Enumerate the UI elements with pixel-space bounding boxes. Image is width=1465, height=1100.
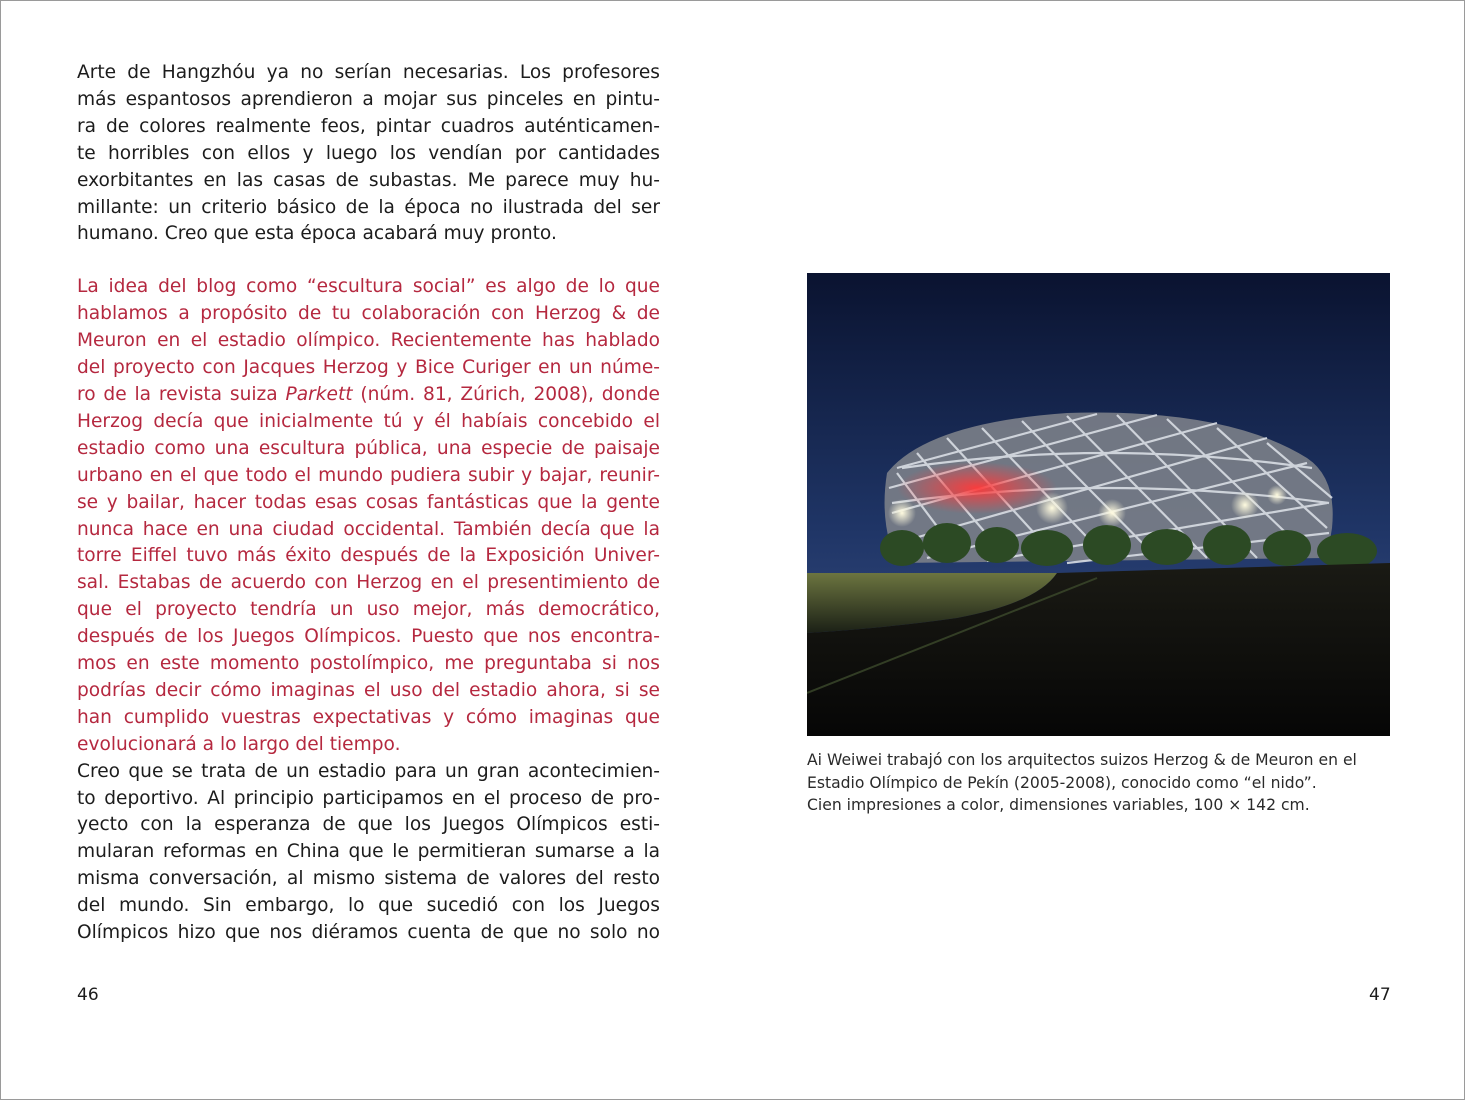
page-number-right: 47 — [1369, 985, 1391, 1005]
text-line: Olímpicos hizo que nos diéramos cuenta de que no solo no — [77, 922, 660, 944]
text-line: hablamos a propósito de tu colaboración con Herzog & de — [77, 303, 660, 325]
text-line: Arte de Hangzhóu ya no serían necesarias. Los profesores — [77, 62, 660, 83]
text-line: del mundo. Sin embargo, lo que sucedió con los Juegos — [77, 895, 660, 917]
paragraph-answer — [77, 759, 660, 947]
text-line: millante: un criterio básico de la época no ilustrada del ser — [77, 196, 660, 218]
text-line: mos en este momento postolímpico, me preguntaba si nos — [77, 653, 660, 675]
caption-line: Estadio Olímpico de Pekín (2005-2008), conocido como “el nido”. — [807, 773, 1317, 792]
paragraph-question — [77, 274, 660, 758]
stadium-photo — [807, 273, 1390, 736]
text-line: misma conversación, al mismo sistema de valores del resto — [77, 868, 660, 890]
text-line: exorbitantes en las casas de subastas. Me parece muy hu- — [77, 169, 660, 191]
text-line: yecto con la esperanza de que los Juegos Olímpicos esti- — [77, 814, 660, 836]
red-interior-glow — [897, 462, 1057, 514]
caption-line: Ai Weiwei trabajó con los arquitectos suizos Herzog & de Meuron en el — [807, 751, 1357, 769]
text-line: Creo que se trata de un estadio para un gran acontecimien- — [77, 760, 660, 782]
text-line: después de los Juegos Olímpicos. Puesto que nos encontra- — [77, 626, 660, 648]
text-line: más espantosos aprendieron a mojar sus pinceles en pintu- — [77, 88, 660, 110]
text-segment: (núm. 81, Zúrich, 2008), donde — [352, 383, 660, 405]
left-page-text — [77, 60, 660, 947]
text-line-with-italic — [77, 382, 660, 409]
photo-caption — [807, 749, 1397, 817]
text-line: urbano en el que todo el mundo pudiera subir y bajar, reunir- — [77, 464, 660, 486]
text-line: se y bailar, hacer todas esas cosas fantásticas que la gente — [77, 491, 660, 513]
paragraph-answer-intro — [77, 60, 660, 248]
caption-line: Cien impresiones a color, dimensiones variables, 100 × 142 cm. — [807, 796, 1310, 814]
text-line: nunca hace en una ciudad occidental. También decía que la — [77, 518, 660, 540]
text-line: del proyecto con Jacques Herzog y Bice Curiger en un núme- — [77, 357, 660, 379]
text-line: evolucionará a lo largo del tiempo. — [77, 733, 401, 755]
text-line: han cumplido vuestras expectativas y cómo imaginas que — [77, 706, 660, 728]
magazine-title: Parkett — [285, 383, 353, 405]
text-line: sal. Estabas de acuerdo con Herzog en el presentimiento de — [77, 572, 660, 594]
text-line: te horribles con ellos y luego los vendían por cantidades — [77, 142, 660, 164]
text-line: humano. Creo que esta época acabará muy pronto. — [77, 223, 557, 245]
text-line: estadio como una escultura pública, una especie de paisaje — [77, 437, 660, 459]
text-line: Herzog decía que inicialmente tú y él habíais concebido el — [77, 410, 660, 432]
text-line: torre Eiffel tuvo más éxito después de la Exposición Univer- — [77, 545, 660, 567]
text-line: ra de colores realmente feos, pintar cuadros auténticamen- — [77, 115, 660, 137]
text-line: La idea del blog como “escultura social” es algo de lo que — [77, 276, 660, 298]
text-line: Meuron en el estadio olímpico. Recientemente has hablado — [77, 330, 660, 352]
text-line: que el proyecto tendría un uso mejor, más democrático, — [77, 599, 660, 621]
text-line: mularan reformas en China que le permitieran sumarse a la — [77, 841, 660, 863]
text-segment: ro de la revista suiza — [77, 383, 286, 405]
text-line: to deportivo. Al principio participamos en el proceso de pro- — [77, 787, 660, 809]
page-number-left: 46 — [77, 985, 99, 1005]
text-line: podrías decir cómo imaginas el uso del estadio ahora, si se — [77, 679, 660, 701]
